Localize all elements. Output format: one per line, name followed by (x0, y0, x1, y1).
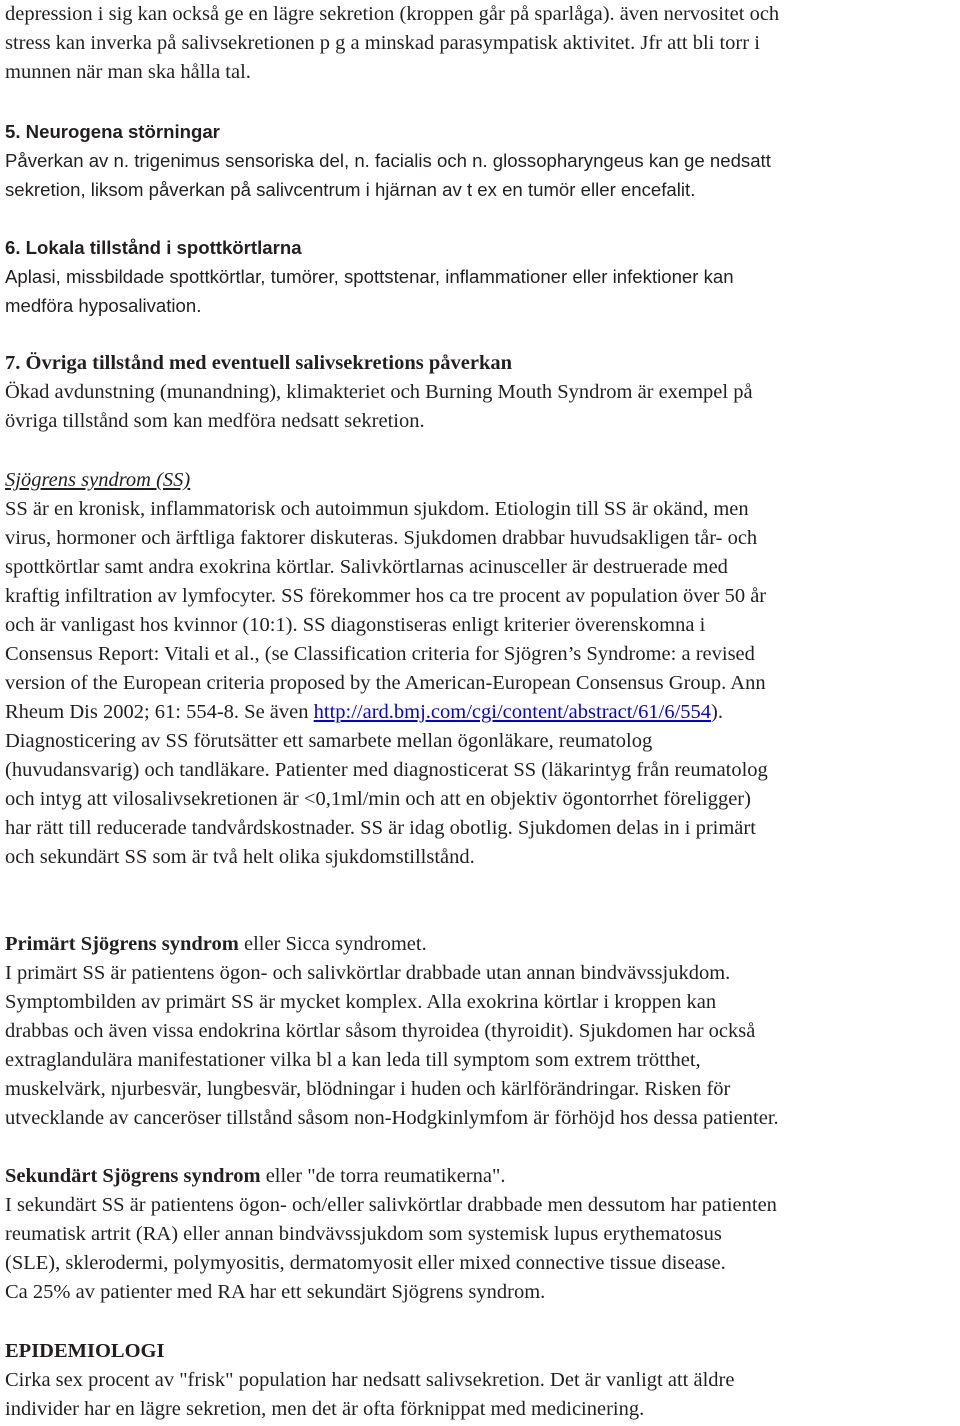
paragraph-line: sekretion, liksom påverkan på salivcentrum i hjärnan av t ex en tumör eller encefalit. (5, 179, 696, 200)
paragraph-text: ). (711, 701, 723, 723)
paragraph-line: Ca 25% av patienter med RA har ett sekundärt Sjögrens syndrom. (5, 1281, 546, 1303)
paragraph-line: SS är en kronisk, inflammatorisk och autoimmun sjukdom. Etiologin till SS är okänd, men (5, 498, 749, 520)
heading-bold: Primärt Sjögrens syndrom (5, 933, 239, 955)
section-heading-neurogena: 5. Neurogena störningar (5, 121, 220, 142)
paragraph-line: och intyg att vilosalivsekretionen är <0,1ml/min och att en objektiv ögontorrhet föreligger) (5, 788, 751, 810)
section-heading-sjogrens: Sjögrens syndrom (SS) (5, 469, 191, 491)
paragraph-line: Symptombilden av primärt SS är mycket komplex. Alla exokrina körtlar i kroppen kan (5, 991, 717, 1013)
paragraph-line: muskelvärk, njurbesvär, lungbesvär, blödningar i huden och kärlförändringar. Risken för (5, 1078, 731, 1100)
paragraph-line: Diagnosticering av SS förutsätter ett samarbete mellan ögonläkare, reumatolog (5, 730, 653, 752)
paragraph-line: och sekundärt SS som är två helt olika sjukdomstillstånd. (5, 846, 475, 868)
paragraph-line: I primärt SS är patientens ögon- och salivkörtlar drabbade utan annan bindvävssjukdom. (5, 962, 731, 984)
paragraph-line: Påverkan av n. trigenimus sensoriska del, n. facialis och n. glossopharyngeus kan ge nedsatt (5, 150, 771, 171)
paragraph-line: Consensus Report: Vitali et al., (se Classification criteria for Sjögren’s Syndrome: a revised (5, 643, 755, 665)
paragraph-line: Ökad avdunstning (munandning), klimakteriet och Burning Mouth Syndrom är exempel på (5, 381, 753, 403)
heading-bold: Sekundärt Sjögrens syndrom (5, 1165, 261, 1187)
paragraph-line: har rätt till reducerade tandvårdskostnader. SS är idag obotlig. Sjukdomen delas in i primärt (5, 817, 756, 839)
paragraph-line: depression i sig kan också ge en lägre sekretion (kroppen går på sparlåga). även nervositet och (5, 3, 780, 25)
section-heading-lokala: 6. Lokala tillstånd i spottkörtlarna (5, 237, 302, 258)
paragraph-line: Aplasi, missbildade spottkörtlar, tumörer, spottstenar, inflammationer eller infektioner kan (5, 266, 734, 287)
section-heading-ovriga: 7. Övriga tillstånd med eventuell salivsekretions påverkan (5, 352, 513, 374)
section-heading-sekundart (5, 1162, 506, 1191)
paragraph-line: (SLE), sklerodermi, polymyositis, dermatomyosit eller mixed connective tissue disease. (5, 1252, 726, 1274)
article-link[interactable]: http://ard.bmj.com/cgi/content/abstract/61/6/554 (313, 701, 712, 723)
paragraph-line: version of the European criteria proposed by the American-European Consensus Group. Ann (5, 672, 766, 694)
section-heading-epidemiologi: EPIDEMIOLOGI (5, 1340, 165, 1362)
paragraph-line: reumatisk artrit (RA) eller annan bindvävssjukdom som systemisk lupus erythematosus (5, 1223, 722, 1245)
paragraph-line: Cirka sex procent av "frisk" population har nedsatt salivsekretion. Det är vanligt att äldre (5, 1369, 735, 1391)
paragraph-line-with-link (5, 698, 723, 727)
paragraph-line: övriga tillstånd som kan medföra nedsatt sekretion. (5, 410, 425, 432)
heading-rest: eller Sicca syndromet. (238, 933, 427, 955)
paragraph-line: medföra hyposalivation. (5, 295, 202, 316)
paragraph-line: stress kan inverka på salivsekretionen p g a minskad parasympatisk aktivitet. Jfr att bli torr i (5, 32, 760, 54)
paragraph-line: och är vanligast hos kvinnor (10:1). SS diagonstiseras enligt kriterier överenskomna i (5, 614, 706, 636)
paragraph-line: spottkörtlar samt andra exokrina körtlar. Salivkörtlarnas acinusceller är destruerade med (5, 556, 728, 578)
paragraph-text: Rheum Dis 2002; 61: 554-8. Se även (5, 701, 314, 723)
paragraph-line: drabbas och även vissa endokrina körtlar såsom thyroidea (thyroidit). Sjukdomen har också (5, 1020, 756, 1042)
section-heading-primart (5, 930, 427, 959)
paragraph-line: utvecklande av canceröser tillstånd såsom non-Hodgkinlymfom är förhöjd hos dessa patienter. (5, 1107, 779, 1129)
paragraph-line: I sekundärt SS är patientens ögon- och/eller salivkörtlar drabbade men dessutom har patienten (5, 1194, 777, 1216)
paragraph-line: (huvudansvarig) och tandläkare. Patienter med diagnosticerat SS (läkarintyg från reumatolog (5, 759, 768, 781)
paragraph-line: virus, hormoner och ärftliga faktorer diskuteras. Sjukdomen drabbar huvudsakligen tår- och (5, 527, 758, 549)
paragraph-line: individer har en lägre sekretion, men det är ofta förknippat med medicinering. (5, 1398, 645, 1420)
paragraph-line: extraglandulära manifestationer vilka bl a kan leda till symptom som extrem trötthet, (5, 1049, 701, 1071)
heading-rest: eller "de torra reumatikerna". (260, 1165, 506, 1187)
paragraph-line: munnen när man ska hålla tal. (5, 61, 251, 83)
paragraph-line: kraftig infiltration av lymfocyter. SS förekommer hos ca tre procent av population över 50 år (5, 585, 767, 607)
